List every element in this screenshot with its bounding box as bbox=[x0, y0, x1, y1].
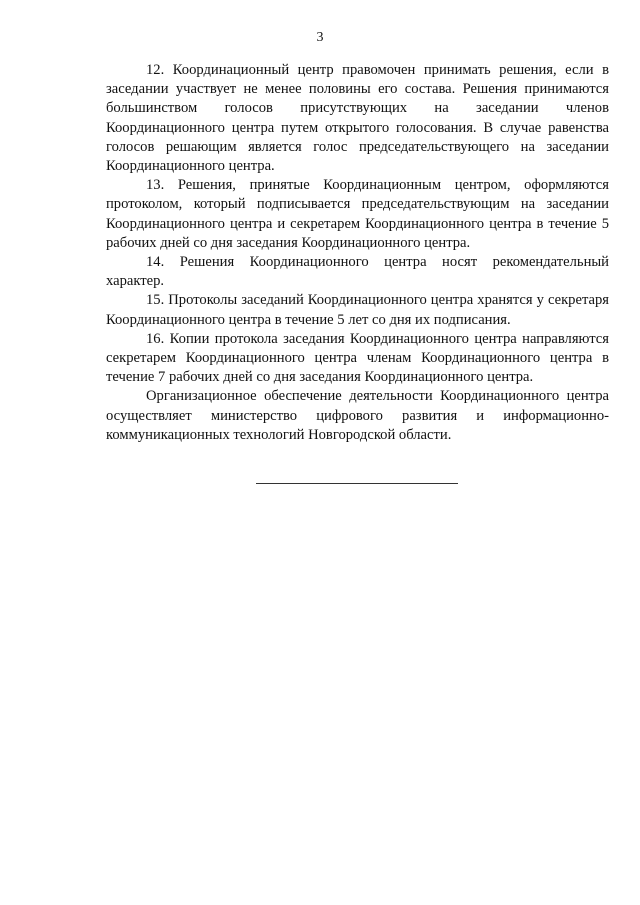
page-number: 3 bbox=[316, 30, 324, 45]
paragraph-16: 16. Копии протокола заседания Координационного центра направляются секретарем Координационного центра членам Координационного центра в течение 7 рабочих дней со дня заседания Координационного центра. bbox=[106, 330, 609, 386]
paragraph-15: 15. Протоколы заседаний Координационного центра хранятся у секретаря Координационного центра в течение 5 лет со дня их подписания. bbox=[106, 292, 609, 328]
end-divider-line bbox=[256, 483, 458, 484]
paragraph-14: 14. Решения Координационного центра носят рекомендательный характер. bbox=[106, 254, 609, 290]
paragraph-organizational-support: Организационное обеспечение деятельности Координационного центра осуществляет министерство цифрового развития и информационно-коммуникационных технологий Новгородской области. bbox=[106, 388, 609, 443]
paragraph-12: 12. Координационный центр правомочен принимать решения, если в заседании участвует не менее половины его состава. Решения принимаются большинством голосов присутствующих на заседании членов Координационного центра путем открытого голосования. В случае равенства голосов решающим является голос председательствующего на заседании Координационного центра. bbox=[106, 62, 609, 175]
document-body bbox=[106, 61, 609, 445]
paragraph-13: 13. Решения, принятые Координационным центром, оформляются протоколом, который подписывается председательствующим на заседании Координационного центра и секретарем Координационного центра в течение 5 рабочих дней со дня заседания Координационного центра. bbox=[106, 177, 609, 251]
